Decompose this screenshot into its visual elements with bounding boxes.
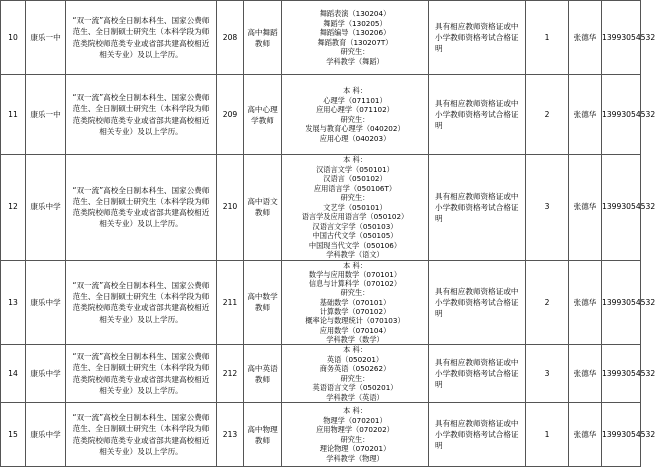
major-line: 商务英语（050262） <box>319 364 391 374</box>
major-line: 研究生： <box>340 288 370 298</box>
contact-cell: 张德华 <box>569 75 602 155</box>
major-line: 应用物理学（070202） <box>316 425 394 435</box>
contact-cell: 张德华 <box>569 260 602 345</box>
major-line: 数学与应用数学（070101） <box>308 269 402 279</box>
phone-cell: 13993054532 <box>602 1 641 75</box>
major-line: 应用心理学（071102） <box>316 105 394 114</box>
major-line: 理论物理（070201） <box>319 444 391 454</box>
majors-cell <box>282 345 429 403</box>
position-name-cell: 高中英语教师 <box>244 345 282 403</box>
position-code-cell: 213 <box>217 403 244 467</box>
school-cell: 康乐中学 <box>26 260 66 345</box>
school-cell: 康乐一中 <box>26 1 66 75</box>
position-name-cell: 高中舞蹈教师 <box>244 1 282 75</box>
phone-cell: 13993054532 <box>602 260 641 345</box>
headcount-cell: 2 <box>526 75 569 155</box>
major-line: 文艺学（050101） <box>323 202 387 212</box>
headcount-cell: 3 <box>526 345 569 403</box>
major-line: 计算数学（070102） <box>319 306 391 316</box>
contact-cell: 张德华 <box>569 345 602 403</box>
major-line: 学科教学（英语） <box>326 392 384 402</box>
major-line: 舞蹈教育（130207T） <box>317 37 393 47</box>
table-row <box>1 155 641 261</box>
contact-cell: 张德华 <box>569 403 602 467</box>
requirement-cell: “双一流”高校全日制本科生、国家公费师范生、全日制硕士研究生（本科学段为师范类院校师范类专业或省部共建高校相近相关专业）及以上学历。 <box>66 260 217 345</box>
contact-cell: 张德华 <box>569 1 602 75</box>
major-line: 中国现当代文学（050106） <box>308 240 402 250</box>
majors-cell <box>282 1 429 75</box>
row-index-cell: 12 <box>1 155 26 261</box>
position-name-cell: 高中物理教师 <box>244 403 282 467</box>
headcount-cell: 3 <box>526 155 569 261</box>
requirement-cell: “双一流”高校全日制本科生、国家公费师范生、全日制硕士研究生（本科学段为师范类院校师范类专业或省部共建高校相近相关专业）及以上学历。 <box>66 345 217 403</box>
position-code-cell: 212 <box>217 345 244 403</box>
major-line: 英语语言文学（050201） <box>312 383 398 393</box>
major-line: 研究生： <box>340 47 370 56</box>
headcount-cell: 1 <box>526 403 569 467</box>
row-index-cell: 10 <box>1 1 26 75</box>
phone-cell: 13993054532 <box>602 403 641 467</box>
major-line: 汉语言文字学（050103） <box>312 221 398 231</box>
major-line: 本 科： <box>343 406 367 416</box>
school-cell: 康乐一中 <box>26 75 66 155</box>
row-index-cell: 13 <box>1 260 26 345</box>
certificate-cell: 具有相应教师资格证或中小学教师资格考试合格证明 <box>429 155 526 261</box>
phone-cell: 13993054532 <box>602 75 641 155</box>
major-line: 本 科： <box>343 345 367 355</box>
position-code-cell: 209 <box>217 75 244 155</box>
headcount-cell: 1 <box>526 1 569 75</box>
major-line: 本 科： <box>343 86 367 95</box>
majors-cell <box>282 155 429 261</box>
certificate-cell: 具有相应教师资格证或中小学教师资格考试合格证明 <box>429 75 526 155</box>
certificate-cell: 具有相应教师资格证或中小学教师资格考试合格证明 <box>429 345 526 403</box>
major-line: 研究生： <box>340 114 370 124</box>
requirement-cell: “双一流”高校全日制本科生、国家公费师范生、全日制硕士研究生（本科学段为师范类院校师范类专业或省部共建高校相近相关专业）及以上学历。 <box>66 403 217 467</box>
row-index-cell: 15 <box>1 403 26 467</box>
major-line: 心理学（071101） <box>323 95 387 105</box>
major-line: 信息与计算科学（070102） <box>308 279 402 289</box>
major-line: 研究生： <box>340 193 370 202</box>
major-line: 本 科： <box>343 155 367 164</box>
certificate-cell: 具有相应教师资格证或中小学教师资格考试合格证明 <box>429 403 526 467</box>
major-line: 发展与教育心理学（040202） <box>305 124 405 133</box>
majors-cell <box>282 75 429 155</box>
position-name-cell: 高中语文教师 <box>244 155 282 261</box>
position-name-cell: 高中心理学教师 <box>244 75 282 155</box>
requirement-cell: “双一流”高校全日制本科生、国家公费师范生、全日制硕士研究生（本科学段为师范类院校师范类专业或省部共建高校相近相关专业）及以上学历。 <box>66 155 217 261</box>
position-code-cell: 208 <box>217 1 244 75</box>
phone-cell: 13993054532 <box>602 155 641 261</box>
headcount-cell: 2 <box>526 260 569 345</box>
major-line: 学科教学（物理） <box>326 453 384 463</box>
certificate-cell: 具有相应教师资格证或中小学教师资格考试合格证明 <box>429 260 526 345</box>
major-line: 舞蹈学（130205） <box>323 18 387 28</box>
position-name-cell: 高中数学教师 <box>244 260 282 345</box>
table-body <box>1 1 655 467</box>
contact-cell: 张德华 <box>569 155 602 261</box>
table-row <box>1 345 641 403</box>
major-line: 本 科： <box>343 260 367 270</box>
requirement-cell: “双一流”高校全日制本科生、国家公费师范生、全日制硕士研究生（本科学段为师范类院校师范类专业或省部共建高校相近相关专业）及以上学历。 <box>66 1 217 75</box>
majors-cell <box>282 260 429 345</box>
major-line: 应用语言学（050106T） <box>313 183 397 193</box>
school-cell: 康乐中学 <box>26 403 66 467</box>
major-line: 学科教学（语文） <box>326 250 384 259</box>
table-row <box>1 75 641 155</box>
position-code-cell: 210 <box>217 155 244 261</box>
row-index-cell: 11 <box>1 75 26 155</box>
major-line: 概率论与数理统计（070103） <box>305 316 405 326</box>
major-line: 汉语言（050102） <box>323 174 387 183</box>
major-line: 应用数学（070104） <box>319 325 391 335</box>
major-line: 汉语言文学（050101） <box>316 164 394 174</box>
major-line: 学科教学（数学） <box>326 334 384 344</box>
certificate-cell: 具有相应教师资格证或中小学教师资格考试合格证明 <box>429 1 526 75</box>
major-line: 英语（050201） <box>326 354 384 364</box>
requirement-cell: “双一流”高校全日制本科生、国家公费师范生、全日制硕士研究生（本科学段为师范类院校师范类专业或省部共建高校相近相关专业）及以上学历。 <box>66 75 217 155</box>
position-code-cell: 211 <box>217 260 244 345</box>
table-row <box>1 403 641 467</box>
major-line: 中国古代文学（050105） <box>312 231 398 240</box>
school-cell: 康乐中学 <box>26 155 66 261</box>
row-index-cell: 14 <box>1 345 26 403</box>
school-cell: 康乐中学 <box>26 345 66 403</box>
major-line: 舞蹈编导（130206） <box>319 28 391 37</box>
major-line: 学科教学（舞蹈） <box>326 56 384 66</box>
major-line: 基础数学（070101） <box>319 297 391 307</box>
major-line: 应用心理（040203） <box>319 133 391 143</box>
phone-cell: 13993054532 <box>602 345 641 403</box>
major-line: 研究生： <box>340 434 370 444</box>
table-row <box>1 260 641 345</box>
major-line: 语言学及应用语言学（050102） <box>301 212 409 221</box>
major-line: 舞蹈表演（130204） <box>319 9 391 18</box>
major-line: 研究生： <box>340 373 370 383</box>
major-line: 物理学（070201） <box>323 415 387 425</box>
table-row <box>1 1 641 75</box>
majors-cell <box>282 403 429 467</box>
